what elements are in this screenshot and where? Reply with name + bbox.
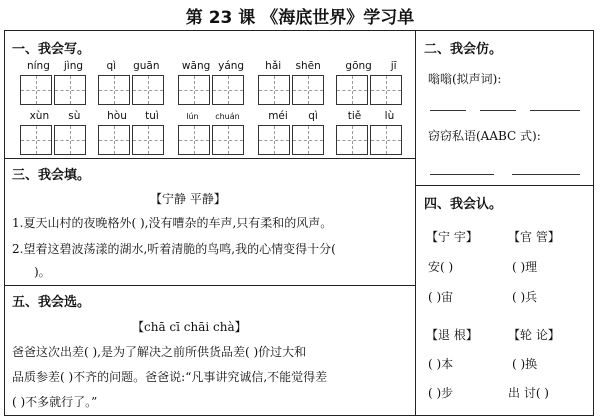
pinyin-label xyxy=(336,110,406,122)
writing-cell[interactable] xyxy=(336,75,368,105)
pinyin-syllable: jī xyxy=(390,60,397,72)
pinyin-syllable: yáng xyxy=(218,60,245,72)
pinyin-syllable: hǎi xyxy=(265,60,282,72)
imitate-prompt-aabc: 窃窃私语(AABC 式): xyxy=(428,129,541,143)
pinyin-syllable: jìng xyxy=(63,60,84,72)
section-recognize-heading: 四、我会认。 xyxy=(424,197,503,212)
divider-s3-s5 xyxy=(4,285,415,286)
answer-blank[interactable] xyxy=(430,110,466,111)
pinyin-syllable: qì xyxy=(308,110,318,122)
page-title: 第 23 课 《海底世界》学习单 xyxy=(185,8,415,28)
answer-blank[interactable] xyxy=(512,174,580,175)
fill-word-choices: 【宁静 平静】 xyxy=(150,192,226,206)
writing-cell[interactable] xyxy=(370,125,402,155)
section-fill-heading: 三、我会填。 xyxy=(12,168,91,183)
writing-cell[interactable] xyxy=(20,125,52,155)
pinyin-label xyxy=(20,110,90,122)
writing-boxes xyxy=(178,75,246,105)
char-group-1: 【宁 宇】 xyxy=(426,230,478,244)
writing-cell[interactable] xyxy=(336,125,368,155)
pinyin-label xyxy=(98,60,168,72)
answer-blank[interactable] xyxy=(480,110,516,111)
writing-cell[interactable] xyxy=(292,75,324,105)
pinyin-label xyxy=(20,60,90,72)
writing-cell[interactable] xyxy=(20,75,52,105)
writing-cell[interactable] xyxy=(258,125,290,155)
answer-blank[interactable] xyxy=(430,174,494,175)
fill-question-1: 1.夏天山村的夜晚格外( ),没有嘈杂的车声,只有柔和的风声。 xyxy=(12,216,333,230)
pinyin-label xyxy=(258,60,328,72)
writing-boxes xyxy=(98,75,166,105)
writing-boxes xyxy=(258,125,326,155)
choose-passage-line-2: 品质参差( )不齐的问题。爸爸说:“凡事讲究诚信,不能觉得差 xyxy=(12,370,328,384)
pinyin-syllable: xùn xyxy=(29,110,50,122)
choose-pinyin-choices: 【chā cī chāi chà】 xyxy=(132,320,247,334)
pinyin-syllable: wāng xyxy=(181,60,211,72)
writing-boxes xyxy=(336,125,404,155)
writing-boxes xyxy=(178,125,246,155)
char-group-2: 【官 管】 xyxy=(508,230,560,244)
writing-cell[interactable] xyxy=(212,75,244,105)
writing-cell[interactable] xyxy=(258,75,290,105)
pinyin-label xyxy=(98,110,168,122)
pinyin-syllable: chuán xyxy=(215,112,240,121)
divider-s1-s3 xyxy=(4,158,415,159)
pinyin-syllable: hòu xyxy=(107,110,127,122)
writing-boxes xyxy=(20,125,88,155)
char-blank[interactable]: 安( ) xyxy=(428,260,454,274)
choose-passage-line-1: 爸爸这次出差( ),是为了解决之前所供货品差( )价过大和 xyxy=(12,345,307,359)
char-blank[interactable]: ( )步 xyxy=(428,386,454,400)
writing-boxes xyxy=(98,125,166,155)
section-choose-heading: 五、我会选。 xyxy=(12,295,91,310)
pinyin-label xyxy=(178,112,248,121)
char-blank[interactable]: ( )本 xyxy=(428,357,454,371)
writing-cell[interactable] xyxy=(98,75,130,105)
writing-cell[interactable] xyxy=(370,75,402,105)
writing-cell[interactable] xyxy=(54,125,86,155)
pinyin-syllable: gōng xyxy=(345,60,372,72)
writing-boxes xyxy=(20,75,88,105)
char-blank[interactable]: ( )理 xyxy=(512,260,538,274)
fill-question-2: 2.望着这碧波荡漾的湖水,听着清脆的鸟鸣,我的心情变得十分( xyxy=(12,242,336,256)
pinyin-syllable: níng xyxy=(26,60,50,72)
pinyin-syllable: tuì xyxy=(145,110,159,122)
writing-cell[interactable] xyxy=(292,125,324,155)
char-group-4: 【轮 论】 xyxy=(508,328,560,342)
divider-s2-s4 xyxy=(415,185,594,186)
section-imitate-heading: 二、我会仿。 xyxy=(424,42,503,57)
pinyin-syllable: méi xyxy=(268,110,288,122)
pinyin-syllable: tiě xyxy=(347,110,362,122)
char-blank[interactable]: ( )宙 xyxy=(428,290,454,304)
pinyin-syllable: qì xyxy=(106,60,117,72)
writing-cell[interactable] xyxy=(132,75,164,105)
writing-boxes xyxy=(258,75,326,105)
writing-cell[interactable] xyxy=(178,75,210,105)
writing-boxes xyxy=(336,75,404,105)
writing-cell[interactable] xyxy=(132,125,164,155)
writing-cell[interactable] xyxy=(212,125,244,155)
pinyin-syllable: lún xyxy=(186,112,199,121)
writing-cell[interactable] xyxy=(98,125,130,155)
char-blank[interactable]: ( )换 xyxy=(512,357,538,371)
section-write-heading: 一、我会写。 xyxy=(12,42,91,57)
char-blank[interactable]: ( )兵 xyxy=(512,290,538,304)
writing-cell[interactable] xyxy=(178,125,210,155)
pinyin-label xyxy=(336,60,406,72)
pinyin-syllable: shēn xyxy=(295,60,321,72)
choose-passage-line-3: ( )不多就行了。” xyxy=(12,395,98,409)
pinyin-label xyxy=(178,60,248,72)
pinyin-syllable: sù xyxy=(68,110,81,122)
imitate-prompt-onomatopoeia: 嗡嗡(拟声词): xyxy=(428,72,502,86)
fill-question-2-end: )。 xyxy=(34,265,51,279)
char-group-3: 【退 根】 xyxy=(426,328,478,342)
pinyin-syllable: guān xyxy=(133,60,160,72)
column-divider xyxy=(415,30,416,416)
writing-cell[interactable] xyxy=(54,75,86,105)
char-blank[interactable]: 出 讨( ) xyxy=(508,386,549,400)
pinyin-label xyxy=(258,110,328,122)
pinyin-syllable: lù xyxy=(384,110,395,122)
answer-blank[interactable] xyxy=(530,110,580,111)
